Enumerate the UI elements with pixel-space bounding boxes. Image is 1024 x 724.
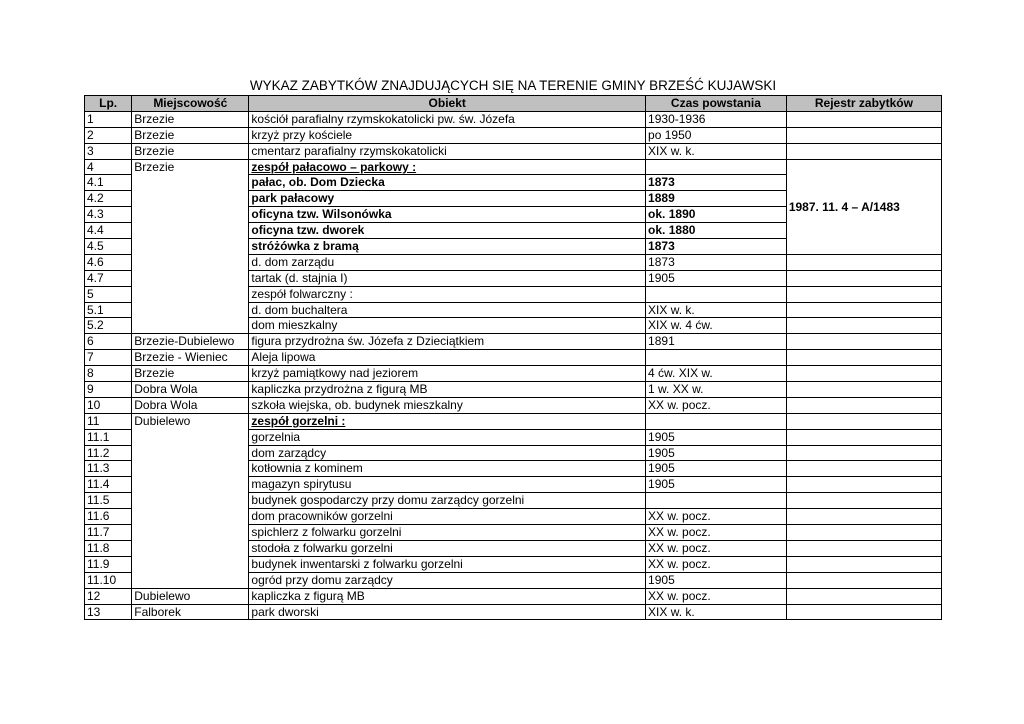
cell-object: gorzelnia — [249, 429, 646, 445]
cell-place: Brzezie - Wieniec — [132, 350, 249, 366]
cell-time: 1905 — [646, 429, 787, 445]
cell-register-empty — [786, 382, 941, 398]
cell-lp: 5 — [85, 286, 132, 302]
cell-object: tartak (d. stajnia I) — [249, 270, 646, 286]
cell-time: XX w. pocz. — [646, 525, 787, 541]
cell-object: Aleja lipowa — [249, 350, 646, 366]
cell-register-empty — [786, 525, 941, 541]
cell-lp: 4.3 — [85, 207, 132, 223]
cell-register-empty — [786, 350, 941, 366]
cell-register-empty — [786, 445, 941, 461]
cell-lp: 4.5 — [85, 239, 132, 255]
cell-lp: 11.9 — [85, 556, 132, 572]
cell-time: XX w. pocz. — [646, 556, 787, 572]
cell-time — [646, 493, 787, 509]
cell-time: ok. 1880 — [646, 223, 787, 239]
cell-register-empty — [786, 540, 941, 556]
cell-time — [646, 350, 787, 366]
cell-lp: 5.2 — [85, 318, 132, 334]
cell-lp: 12 — [85, 588, 132, 604]
cell-register-empty — [786, 254, 941, 270]
cell-object: park pałacowy — [249, 191, 646, 207]
cell-time: XX w. pocz. — [646, 397, 787, 413]
cell-object: d. dom buchaltera — [249, 302, 646, 318]
table-row — [85, 397, 942, 413]
cell-object: dom mieszkalny — [249, 318, 646, 334]
cell-object: pałac, ob. Dom Dziecka — [249, 175, 646, 191]
cell-place: Falborek — [132, 604, 249, 620]
cell-register-empty — [786, 572, 941, 588]
cell-object: kapliczka z figurą MB — [249, 588, 646, 604]
cell-lp: 13 — [85, 604, 132, 620]
cell-lp: 4.7 — [85, 270, 132, 286]
cell-object: krzyż pamiątkowy nad jeziorem — [249, 366, 646, 382]
cell-lp: 11 — [85, 413, 132, 429]
cell-lp: 7 — [85, 350, 132, 366]
cell-lp: 2 — [85, 127, 132, 143]
cell-register-empty — [786, 302, 941, 318]
cell-lp: 11.5 — [85, 493, 132, 509]
page-title: WYKAZ ZABYTKÓW ZNAJDUJĄCYCH SIĘ NA TERENIE GMINY BRZEŚĆ KUJAWSKI — [249, 78, 777, 93]
cell-register-empty — [786, 429, 941, 445]
cell-lp: 1 — [85, 111, 132, 127]
cell-lp: 8 — [85, 366, 132, 382]
cell-register-empty — [786, 397, 941, 413]
cell-time: XX w. pocz. — [646, 540, 787, 556]
cell-lp: 11.2 — [85, 445, 132, 461]
cell-object: kościół parafialny rzymskokatolicki pw. św. Józefa — [249, 111, 646, 127]
cell-lp: 11.6 — [85, 509, 132, 525]
cell-register-empty — [786, 318, 941, 334]
cell-place: Brzezie — [132, 111, 249, 127]
cell-lp: 11.3 — [85, 461, 132, 477]
cell-time: po 1950 — [646, 127, 787, 143]
cell-place: Dobra Wola — [132, 382, 249, 398]
cell-object: dom zarządcy — [249, 445, 646, 461]
table-row — [85, 350, 942, 366]
cell-lp: 11.4 — [85, 477, 132, 493]
cell-object: dom pracowników gorzelni — [249, 509, 646, 525]
cell-time: 1905 — [646, 461, 787, 477]
cell-lp: 6 — [85, 334, 132, 350]
cell-lp: 10 — [85, 397, 132, 413]
cell-register-empty — [786, 604, 941, 620]
cell-register-empty — [786, 493, 941, 509]
cell-object: oficyna tzw. dworek — [249, 223, 646, 239]
header-object: Obiekt — [249, 96, 646, 112]
table-header-row — [85, 96, 942, 112]
header-place: Miejscowość — [132, 96, 249, 112]
cell-time: XIX w. k. — [646, 143, 787, 159]
cell-lp: 11.8 — [85, 540, 132, 556]
table-row — [85, 111, 942, 127]
cell-object: magazyn spirytusu — [249, 477, 646, 493]
cell-lp: 4.2 — [85, 191, 132, 207]
cell-place: Brzezie-Dubielewo — [132, 334, 249, 350]
cell-object: zespół folwarczny : — [249, 286, 646, 302]
cell-object: szkoła wiejska, ob. budynek mieszkalny — [249, 397, 646, 413]
cell-object: figura przydrożna św. Józefa z Dzieciątkiem — [249, 334, 646, 350]
cell-time: ok. 1890 — [646, 207, 787, 223]
header-lp: Lp. — [85, 96, 132, 112]
cell-time: XIX w. k. — [646, 604, 787, 620]
cell-place: Brzezie — [132, 143, 249, 159]
cell-register-empty — [786, 111, 941, 127]
cell-place: Dubielewo — [132, 588, 249, 604]
cell-time: 1905 — [646, 270, 787, 286]
cell-register-empty — [786, 413, 941, 429]
cell-register-empty — [786, 143, 941, 159]
cell-register-empty — [786, 334, 941, 350]
cell-lp: 4.6 — [85, 254, 132, 270]
cell-lp: 5.1 — [85, 302, 132, 318]
cell-object: stróżówka z bramą — [249, 239, 646, 255]
cell-object: ogród przy domu zarządcy — [249, 572, 646, 588]
cell-lp: 3 — [85, 143, 132, 159]
cell-time: 1873 — [646, 254, 787, 270]
cell-lp: 4.4 — [85, 223, 132, 239]
cell-time: 1905 — [646, 445, 787, 461]
table-row — [85, 366, 942, 382]
cell-place: Dubielewo — [132, 413, 249, 588]
cell-time: XX w. pocz. — [646, 509, 787, 525]
table-body — [85, 111, 942, 620]
cell-time: 1930-1936 — [646, 111, 787, 127]
cell-register-empty — [786, 270, 941, 286]
cell-register-empty — [786, 366, 941, 382]
cell-time: XIX w. k. — [646, 302, 787, 318]
cell-lp: 11.10 — [85, 572, 132, 588]
cell-lp: 4 — [85, 159, 132, 175]
cell-place: Dobra Wola — [132, 397, 249, 413]
cell-register-empty — [786, 286, 941, 302]
table-row — [85, 382, 942, 398]
cell-time: 1905 — [646, 572, 787, 588]
cell-place: Brzezie — [132, 159, 249, 334]
cell-object: budynek inwentarski z folwarku gorzelni — [249, 556, 646, 572]
cell-place: Brzezie — [132, 366, 249, 382]
cell-lp: 11.7 — [85, 525, 132, 541]
cell-place: Brzezie — [132, 127, 249, 143]
cell-register-empty — [786, 461, 941, 477]
cell-register-empty — [786, 556, 941, 572]
cell-register: 1987. 11. 4 – A/1483 — [786, 159, 941, 254]
cell-lp: 4.1 — [85, 175, 132, 191]
table-row — [85, 604, 942, 620]
cell-time: 4 ćw. XIX w. — [646, 366, 787, 382]
cell-time: 1889 — [646, 191, 787, 207]
cell-object: budynek gospodarczy przy domu zarządcy gorzelni — [249, 493, 646, 509]
cell-time: 1 w. XX w. — [646, 382, 787, 398]
cell-time: 1891 — [646, 334, 787, 350]
cell-object: kapliczka przydrożna z figurą MB — [249, 382, 646, 398]
table-row — [85, 413, 942, 429]
cell-time: 1873 — [646, 239, 787, 255]
cell-object: zespół pałacowo – parkowy : — [249, 159, 646, 175]
cell-object: cmentarz parafialny rzymskokatolicki — [249, 143, 646, 159]
cell-time — [646, 286, 787, 302]
cell-register-empty — [786, 588, 941, 604]
cell-register-empty — [786, 477, 941, 493]
table-row — [85, 127, 942, 143]
cell-object: d. dom zarządu — [249, 254, 646, 270]
monuments-table — [84, 95, 942, 620]
cell-lp: 11.1 — [85, 429, 132, 445]
cell-object: park dworski — [249, 604, 646, 620]
cell-object: kotłownia z kominem — [249, 461, 646, 477]
cell-time: XIX w. 4 ćw. — [646, 318, 787, 334]
cell-time: XX w. pocz. — [646, 588, 787, 604]
cell-object: stodoła z folwarku gorzelni — [249, 540, 646, 556]
cell-object: zespół gorzelni : — [249, 413, 646, 429]
cell-time — [646, 413, 787, 429]
cell-object: spichlerz z folwarku gorzelni — [249, 525, 646, 541]
header-register: Rejestr zabytków — [786, 96, 941, 112]
table-row — [85, 159, 942, 175]
cell-time — [646, 159, 787, 175]
table-row — [85, 334, 942, 350]
cell-register-empty — [786, 127, 941, 143]
header-time: Czas powstania — [646, 96, 787, 112]
cell-object: oficyna tzw. Wilsonówka — [249, 207, 646, 223]
table-row — [85, 143, 942, 159]
cell-object: krzyż przy kościele — [249, 127, 646, 143]
cell-time: 1905 — [646, 477, 787, 493]
cell-lp: 9 — [85, 382, 132, 398]
cell-register-empty — [786, 509, 941, 525]
table-row — [85, 588, 942, 604]
cell-time: 1873 — [646, 175, 787, 191]
